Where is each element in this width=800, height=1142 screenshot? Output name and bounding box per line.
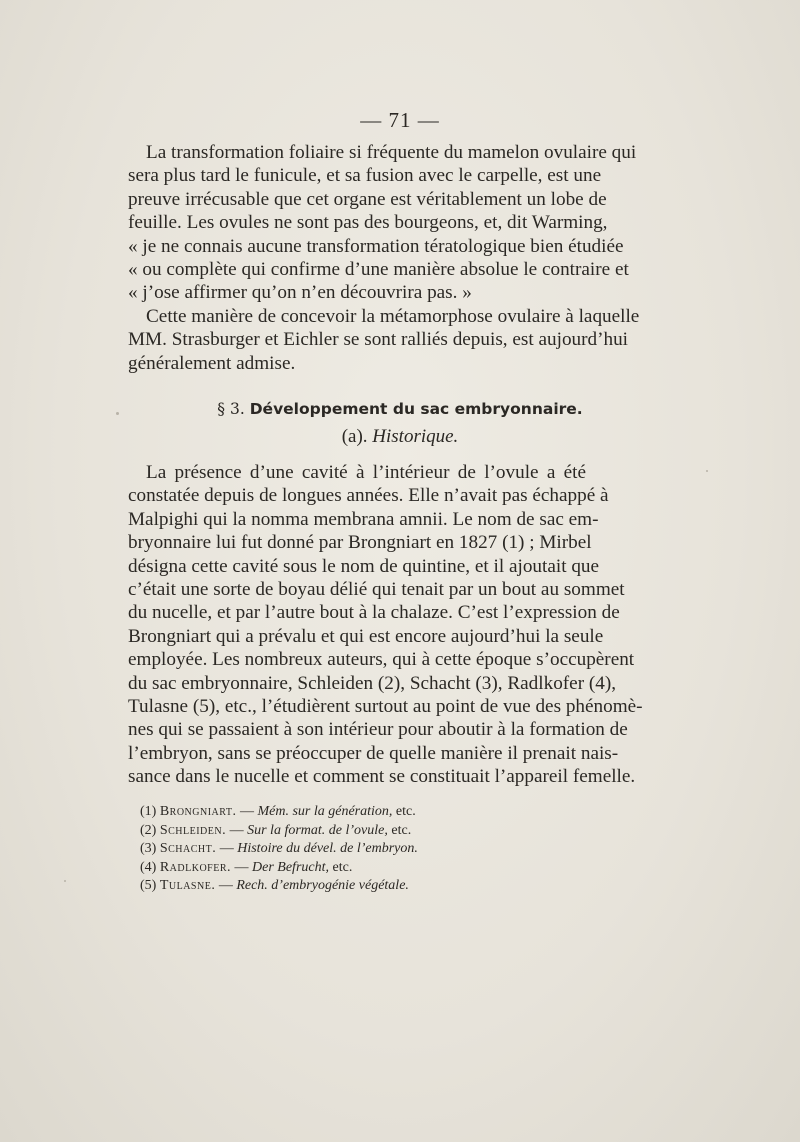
paragraph-transformation <box>128 141 637 305</box>
footnote-tail: etc. <box>391 822 412 838</box>
footnote-author: Schleiden. <box>159 822 227 838</box>
text-line: sance dans le nucelle et comment se constituait l’appareil femelle. <box>128 766 636 788</box>
footnote <box>140 840 590 859</box>
text-line: sera plus tard le funicule, et sa fusion avec le carpelle, est une <box>128 165 602 187</box>
paper-speck <box>706 470 708 472</box>
paper-speck <box>116 412 119 415</box>
footnote-work: Rech. d’embryogénie végétale. <box>236 878 409 894</box>
text-line: La présence d’une cavité à l’intérieur de l’ovule a été <box>146 462 586 483</box>
text-line: La transformation foliaire si fréquente du mamelon ovulaire qui <box>146 142 637 163</box>
footnote-work: Histoire du dével. de l’embryon. <box>237 841 418 857</box>
section-number: § 3. <box>217 400 245 418</box>
footnote-author: Radlkofer. <box>159 859 232 875</box>
page-number: — 71 — <box>360 108 440 132</box>
footnote-dash: — <box>219 841 234 857</box>
section-heading <box>0 400 800 418</box>
subsection-title: Historique. <box>372 426 459 447</box>
text-line: du nucelle, et par l’autre bout à la chalaze. C’est l’expression de <box>128 602 620 624</box>
text-line: généralement admise. <box>128 352 296 374</box>
footnote-author: Tulasne. <box>159 878 216 894</box>
footnote-marker: (3) <box>140 841 157 857</box>
footnote-work: Mém. sur la génération, <box>257 804 393 819</box>
section-title: Développement du sac embryonnaire. <box>249 400 583 418</box>
text-line: constatée depuis de longues années. Elle n’avait pas échappé à <box>128 485 609 507</box>
footnote-marker: (2) <box>140 822 157 838</box>
footnote-work: Der Befrucht, <box>252 859 329 875</box>
footnote <box>140 859 590 878</box>
text-line: Malpighi qui la nomma membrana amnii. Le nom de sac em- <box>128 508 599 530</box>
text-line: désigna cette cavité sous le nom de quintine, et il ajoutait que <box>128 555 600 577</box>
text-line: feuille. Les ovules ne sont pas des bourgeons, et, dit Warming, <box>128 212 608 234</box>
footnote-dash: — <box>229 822 244 838</box>
footnote-dash: — <box>239 804 254 819</box>
text-line: Brongniart qui a prévalu et qui est encore aujourd’hui la seule <box>128 625 604 647</box>
paragraph-historique <box>128 461 643 789</box>
footnote <box>140 877 590 896</box>
text-line: preuve irrécusable que cet organe est véritablement un lobe de <box>128 188 607 210</box>
text-line: MM. Strasburger et Eichler se sont ralliés depuis, est aujourd’hui <box>128 329 629 351</box>
subsection-label: (a). <box>341 426 368 447</box>
text-line: nes qui se passaient à son intérieur pour aboutir à la formation de <box>128 719 628 741</box>
text-line: « j’ose affirmer qu’on n’en découvrira pas. » <box>128 282 472 304</box>
text-line: Tulasne (5), etc., l’étudièrent surtout au point de vue des phénomè- <box>128 696 643 718</box>
text-line: l’embryon, sans se préoccuper de quelle manière il prenait nais- <box>128 742 619 764</box>
footnote-work: Sur la format. de l’ovule, <box>247 822 388 838</box>
footnote-marker: (5) <box>140 878 157 894</box>
footnote-marker: (4) <box>140 859 157 875</box>
footnote <box>140 822 590 841</box>
text-line: bryonnaire lui fut donné par Brongniart en 1827 (1) ; Mirbel <box>128 532 592 554</box>
footnote-author: Brongniart. <box>159 804 237 819</box>
text-line: du sac embryonnaire, Schleiden (2), Schacht (3), Radlkofer (4), <box>128 672 617 694</box>
text-line: c’était une sorte de boyau délié qui tenait par un bout au sommet <box>128 579 625 601</box>
footnote-tail: etc. <box>332 859 353 875</box>
text-line: « je ne connais aucune transformation tératologique bien étudiée <box>128 235 624 257</box>
subsection-heading <box>0 426 800 448</box>
footnote-tail: etc. <box>395 804 416 819</box>
footnote-dash: — <box>234 859 249 875</box>
footnotes <box>140 803 590 896</box>
footnote-dash: — <box>218 878 233 894</box>
paper-speck <box>64 880 66 882</box>
footnote-author: Schacht. <box>159 841 217 857</box>
text-line: « ou complète qui confirme d’une manière absolue le contraire et <box>128 259 629 281</box>
footnote <box>140 803 590 822</box>
text-line: employée. Les nombreux auteurs, qui à cette époque s’occupèrent <box>128 649 635 671</box>
paragraph-conception <box>128 305 640 375</box>
text-line: Cette manière de concevoir la métamorphose ovulaire à laquelle <box>146 306 640 327</box>
footnote-marker: (1) <box>140 804 157 819</box>
